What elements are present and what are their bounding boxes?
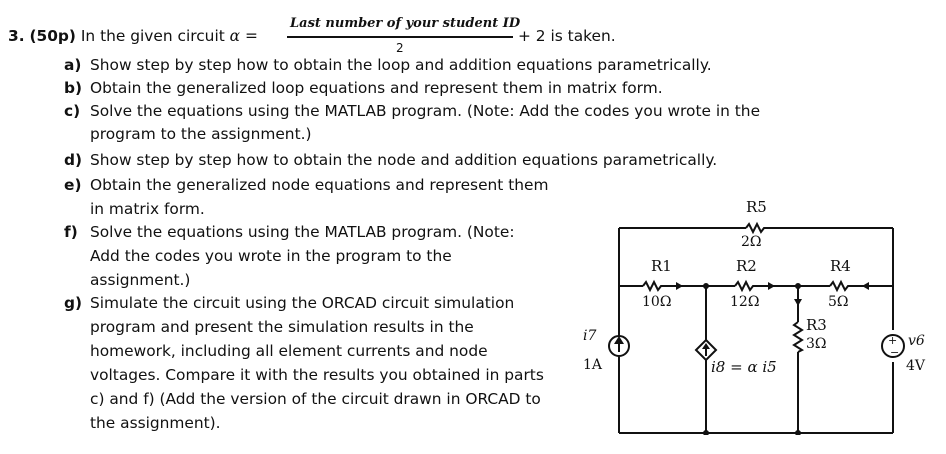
item-text-line: voltages. Compare it with the results you obtained in parts (90, 366, 544, 384)
r4-value: 5Ω (828, 294, 849, 310)
item-text-line: Solve the equations using the MATLAB program. (Note: Add the codes you wrote in the (90, 102, 761, 120)
i7-label: i7 (583, 328, 597, 344)
dependent-source-label: i8 = α i5 (711, 358, 777, 376)
r1-name: R1 (651, 257, 672, 275)
item-text-line: assignment.) (90, 271, 191, 289)
item-text-line: in matrix form. (90, 200, 205, 218)
problem-number: 3. (8, 27, 25, 45)
item-label: a) (64, 56, 82, 74)
item-text-line: homework, including all element currents and node (90, 342, 488, 360)
item-text-line: Simulate the circuit using the ORCAD circuit simulation (90, 294, 515, 312)
fraction-numerator: Last number of your student ID (290, 16, 521, 31)
item-text-line: Add the codes you wrote in the program to the (90, 247, 452, 265)
item-text-line: c) and f) (Add the version of the circuit drawn in ORCAD to (90, 390, 541, 408)
item-text-line: the assignment). (90, 414, 221, 432)
item-text-line: Obtain the generalized node equations and represent them (90, 176, 549, 194)
problem-points: (50p) (29, 27, 76, 45)
r5-value: 2Ω (741, 234, 762, 250)
fraction-denominator: 2 (396, 41, 404, 55)
item-label: d) (64, 151, 83, 169)
r2-value: 12Ω (730, 294, 760, 310)
item-text-line: Show step by step how to obtain the node and addition equations parametrically. (90, 151, 718, 169)
plus-sign: + (888, 334, 898, 347)
v6-value: 4V (906, 358, 926, 374)
i7-value: 1A (583, 357, 603, 373)
r3-value: 3Ω (806, 336, 827, 352)
item-label: f) (64, 223, 78, 241)
r2-name: R2 (736, 257, 757, 275)
fraction-bar (287, 36, 513, 38)
item-text-line: program to the assignment.) (90, 125, 312, 143)
alpha-symbol: α = (229, 27, 258, 45)
item-label: e) (64, 176, 82, 194)
v6-label: v6 (908, 333, 925, 349)
r5-name: R5 (746, 198, 767, 216)
item-label: c) (64, 102, 81, 120)
item-text-line: Obtain the generalized loop equations and represent them in matrix form. (90, 79, 663, 97)
item-text-line: Solve the equations using the MATLAB program. (Note: (90, 223, 515, 241)
item-text-line: Show step by step how to obtain the loop and addition equations parametrically. (90, 56, 712, 74)
item-label: g) (64, 294, 83, 312)
problem-intro: In the given circuit (80, 27, 225, 45)
problem-intro-suffix: + 2 is taken. (518, 27, 616, 45)
item-text-line: program and present the simulation results in the (90, 318, 474, 336)
r1-value: 10Ω (642, 294, 672, 310)
r3-name: R3 (806, 316, 827, 334)
r4-name: R4 (830, 257, 851, 275)
item-label: b) (64, 79, 83, 97)
problem-header (8, 26, 258, 46)
minus-sign: − (890, 346, 900, 359)
circuit-diagram (580, 195, 940, 435)
